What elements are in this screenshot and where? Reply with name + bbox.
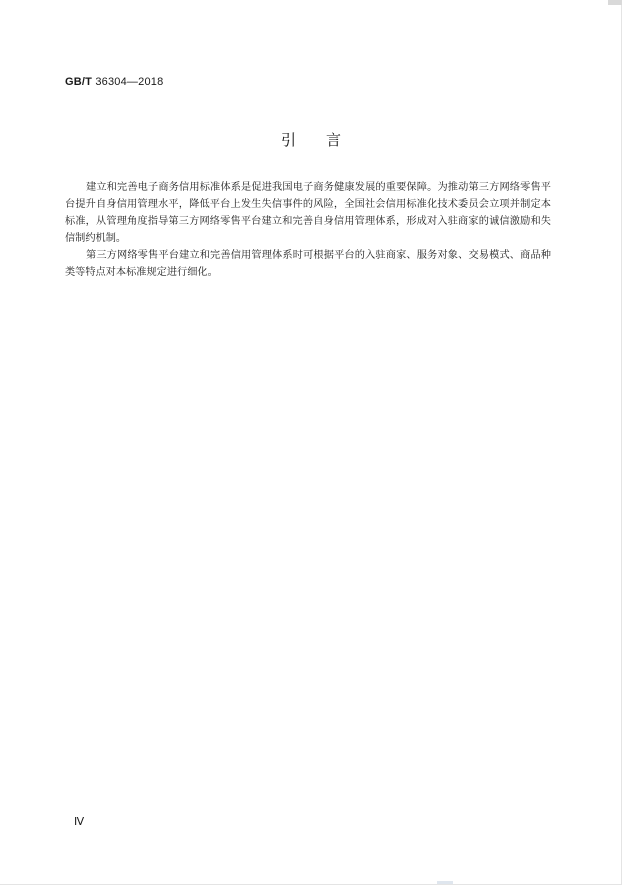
bottom-mark	[437, 881, 453, 884]
standard-number: 36304—2018	[95, 76, 164, 88]
standard-prefix: GB/T	[65, 76, 93, 88]
standard-code	[65, 76, 163, 88]
body-text	[65, 179, 551, 281]
paragraph-1: 建立和完善电子商务信用标准体系是促进我国电子商务健康发展的重要保障。为推动第三方网络零售平台提升自身信用管理水平，降低平台上发生失信事件的风险，全国社会信用标准化技术委员会立项并制定本标准，从管理角度指导第三方网络零售平台建立和完善自身信用管理体系，形成对入驻商家的诚信激励和失信制约机制。	[65, 182, 551, 244]
paragraph-2: 第三方网络零售平台建立和完善信用管理体系时可根据平台的入驻商家、服务对象、交易模式、商品种类等特点对本标准规定进行细化。	[65, 250, 551, 278]
corner-mark	[608, 0, 622, 5]
page-number: Ⅳ	[74, 816, 85, 828]
page-title: 引言	[280, 131, 371, 149]
